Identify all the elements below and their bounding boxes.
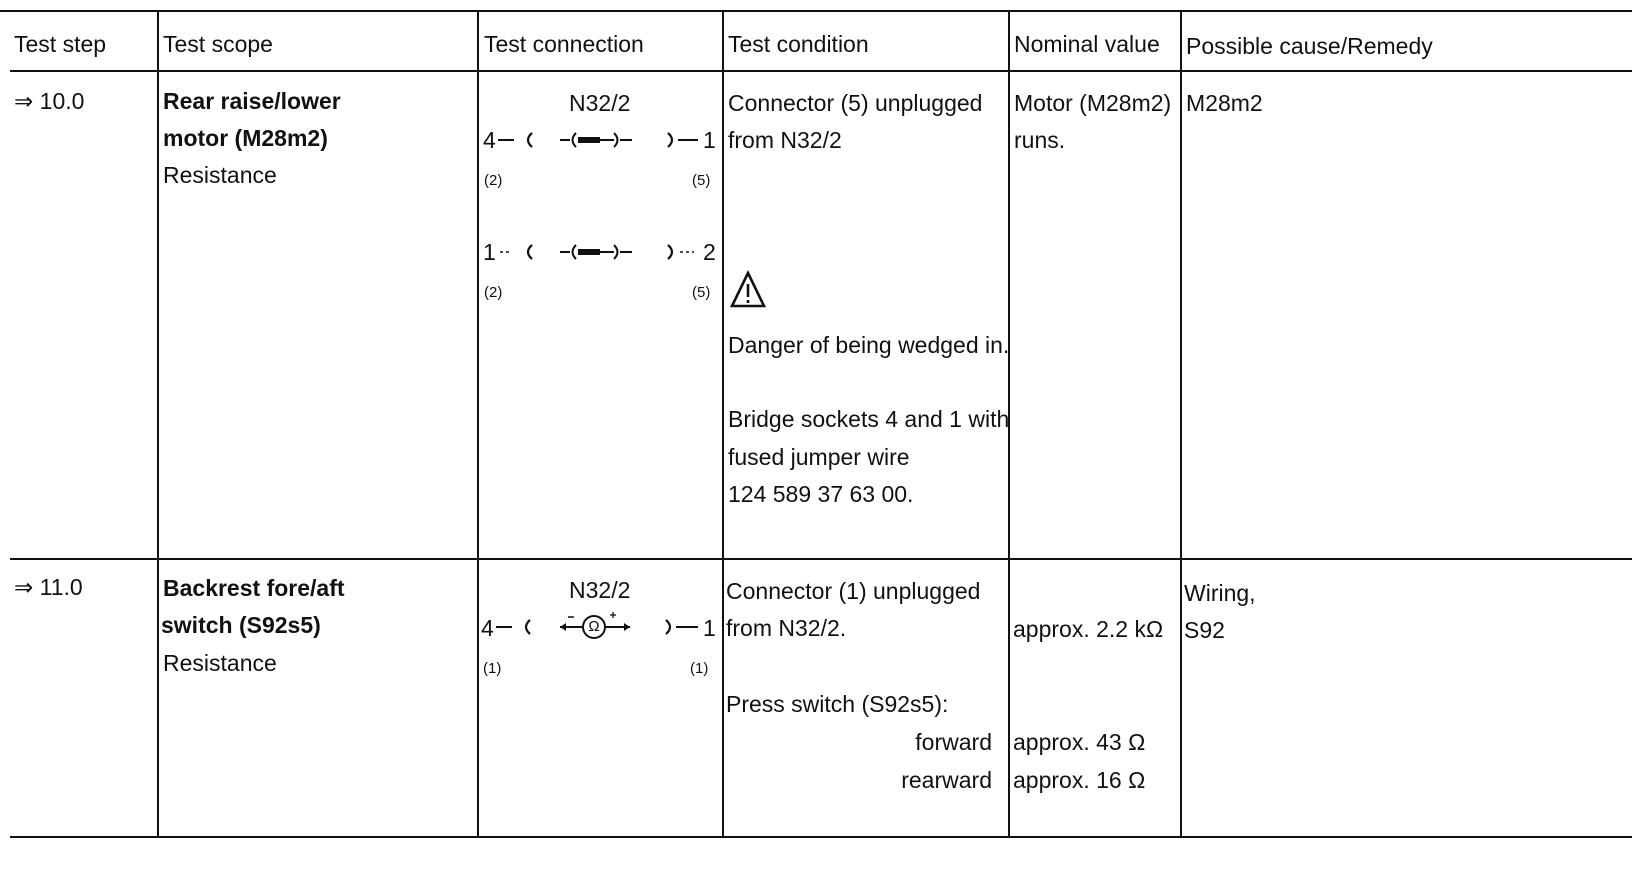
row2-condition-rearward: rearward [901, 767, 992, 793]
row2-ohmmeter-symbol: Ω [588, 618, 600, 635]
row1-test-step: ⇒ 10.0 [14, 88, 85, 114]
row2-conn-right: 1 [703, 615, 716, 641]
row2-nominal-main: approx. 2.2 kΩ [1013, 616, 1164, 642]
row2-condition-line1: Connector (1) unplugged [726, 578, 981, 604]
row2-scope-title-2: switch (S92s5) [161, 612, 321, 638]
row2-conn-right-sub: (1) [690, 660, 709, 677]
header-test-connection: Test connection [484, 31, 644, 57]
row1-nominal-line2: runs. [1014, 127, 1066, 153]
warning-triangle-icon [730, 270, 766, 310]
row1-conn-b-left-sub: (2) [484, 284, 503, 301]
row1-remedy: M28m2 [1186, 90, 1263, 116]
row1-conn-a-right: 1 [703, 127, 716, 153]
row1-condition-line1: Connector (5) unplugged [728, 90, 983, 116]
header-nominal-value: Nominal value [1014, 31, 1160, 57]
table-top-rule [0, 10, 1632, 12]
row1-condition-bridge3: 124 589 37 63 00. [728, 481, 914, 507]
header-possible-cause: Possible cause/Remedy [1186, 33, 1433, 59]
row2-nominal-forward: approx. 43 Ω [1013, 729, 1146, 755]
row2-conn-left: 4 [481, 615, 494, 641]
row1-condition-line2: from N32/2 [728, 127, 842, 153]
row2-condition-press: Press switch (S92s5): [726, 691, 949, 717]
header-test-condition: Test condition [728, 31, 869, 57]
row2-scope-title-1: Backrest fore/aft [163, 575, 345, 601]
row1-condition-bridge1: Bridge sockets 4 and 1 with [728, 406, 1010, 432]
table-bottom-rule [10, 836, 1632, 838]
row1-scope-type: Resistance [163, 162, 277, 188]
row2-condition-line2: from N32/2. [726, 615, 847, 641]
row1-connection-diagram-a [496, 128, 698, 154]
row1-conn-a-left-sub: (2) [484, 172, 503, 189]
row1-conn-a-right-sub: (5) [692, 172, 711, 189]
row1-conn-b-right-sub: (5) [692, 284, 711, 301]
row2-conn-title: N32/2 [569, 577, 631, 603]
row2-scope-type: Resistance [163, 650, 277, 676]
row2-conn-left-sub: (1) [483, 660, 502, 677]
row1-condition-warning: Danger of being wedged in. [728, 332, 1010, 358]
header-bottom-rule [10, 70, 1632, 72]
col-divider-1 [157, 10, 159, 838]
row2-condition-forward: forward [915, 729, 992, 755]
col-divider-5 [1180, 10, 1182, 838]
header-test-step: Test step [14, 31, 107, 57]
row1-nominal-line1: Motor (M28m2) [1014, 90, 1172, 116]
row1-scope-title-2: motor (M28m2) [163, 125, 328, 151]
row1-condition-bridge2: fused jumper wire [728, 444, 910, 470]
row2-remedy-line1: Wiring, [1184, 580, 1256, 606]
row1-scope-title-1: Rear raise/lower [163, 88, 341, 114]
header-test-scope: Test scope [163, 31, 273, 57]
row1-conn-b-right: 2 [703, 239, 716, 265]
row2-test-step: ⇒ 11.0 [14, 574, 83, 600]
row1-conn-a-left: 4 [483, 127, 496, 153]
row2-nominal-rearward: approx. 16 Ω [1013, 767, 1146, 793]
row1-conn-b-left: 1 [483, 239, 496, 265]
col-divider-2 [477, 10, 479, 838]
col-divider-3 [722, 10, 724, 838]
row1-conn-title: N32/2 [569, 90, 631, 116]
row1-connection-diagram-b [496, 240, 698, 266]
row-divider-rule [10, 558, 1632, 560]
row2-remedy-line2: S92 [1184, 617, 1225, 643]
